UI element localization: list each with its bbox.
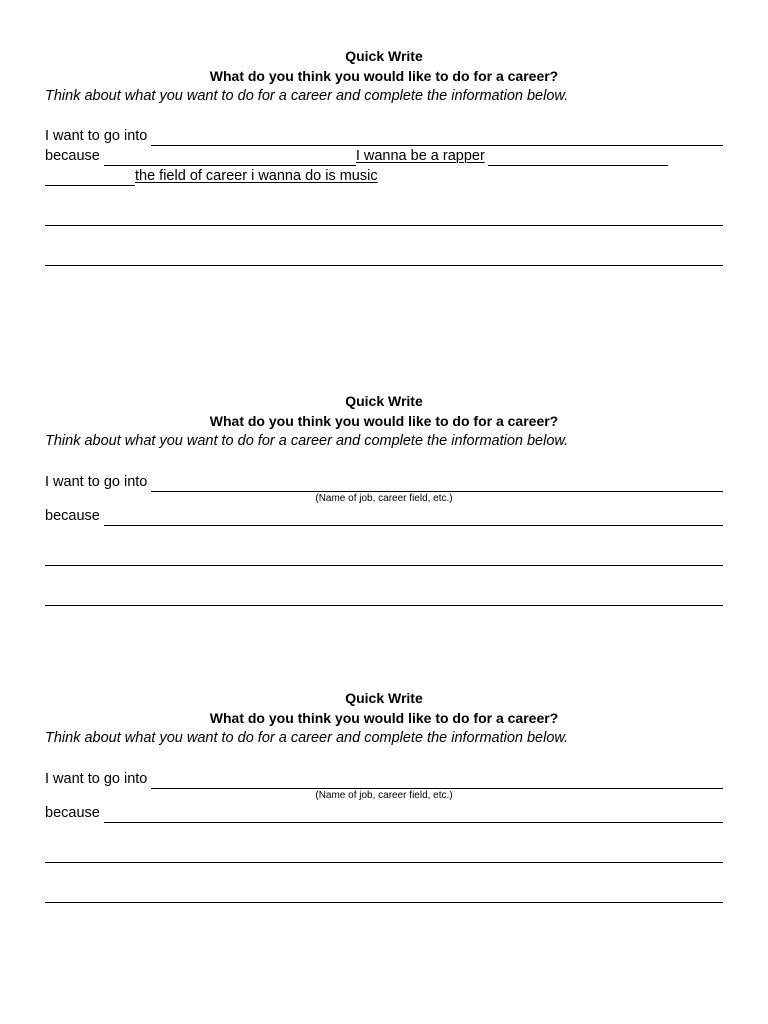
because-answer[interactable]: I wanna be a rapper	[355, 148, 485, 164]
go-into-row	[45, 126, 723, 146]
field-caption: (Name of job, career field, etc.)	[315, 790, 453, 801]
because-label: because	[45, 805, 100, 821]
answer-line-1[interactable]	[45, 823, 723, 863]
section-question: What do you think you would like to do for a career?	[209, 710, 559, 726]
section-instructions: Think about what you want to do for a career and complete the information below.	[45, 433, 569, 449]
go-into-field[interactable]	[151, 130, 723, 146]
field-caption: (Name of job, career field, etc.)	[315, 493, 453, 504]
section-title: Quick Write	[345, 48, 423, 64]
go-into-row	[45, 769, 723, 789]
go-into-field[interactable]	[151, 773, 723, 789]
answer-line-2[interactable]	[45, 863, 723, 903]
go-into-label: I want to go into	[45, 128, 148, 144]
go-into-row	[45, 472, 723, 492]
go-into-field[interactable]	[151, 476, 723, 492]
because-field[interactable]	[104, 807, 723, 823]
quick-write-section-3	[45, 688, 723, 903]
because-label: because	[45, 148, 100, 164]
continued-answer[interactable]: the field of career i wanna do is music	[135, 168, 378, 184]
section-title: Quick Write	[345, 690, 423, 706]
section-instructions: Think about what you want to do for a career and complete the information below.	[45, 88, 569, 104]
answer-line-1[interactable]	[45, 526, 723, 566]
because-field[interactable]	[104, 510, 723, 526]
answer-line-1[interactable]	[45, 186, 723, 226]
because-row	[45, 803, 723, 823]
section-instructions: Think about what you want to do for a career and complete the information below.	[45, 730, 569, 746]
because-row	[45, 146, 723, 166]
answer-line-2[interactable]	[45, 226, 723, 266]
section-question: What do you think you would like to do for a career?	[209, 68, 559, 84]
because-blank-trailing	[488, 150, 668, 166]
go-into-label: I want to go into	[45, 771, 148, 787]
section-question: What do you think you would like to do for a career?	[209, 413, 559, 429]
quick-write-section-2	[45, 391, 723, 606]
because-label: because	[45, 508, 100, 524]
continued-row	[45, 166, 723, 186]
go-into-label: I want to go into	[45, 474, 148, 490]
section-title: Quick Write	[345, 393, 423, 409]
answer-line-2[interactable]	[45, 566, 723, 606]
because-blank-leading	[104, 150, 356, 166]
continued-blank-leading	[45, 170, 135, 186]
because-row	[45, 506, 723, 526]
quick-write-section-1	[45, 46, 723, 266]
